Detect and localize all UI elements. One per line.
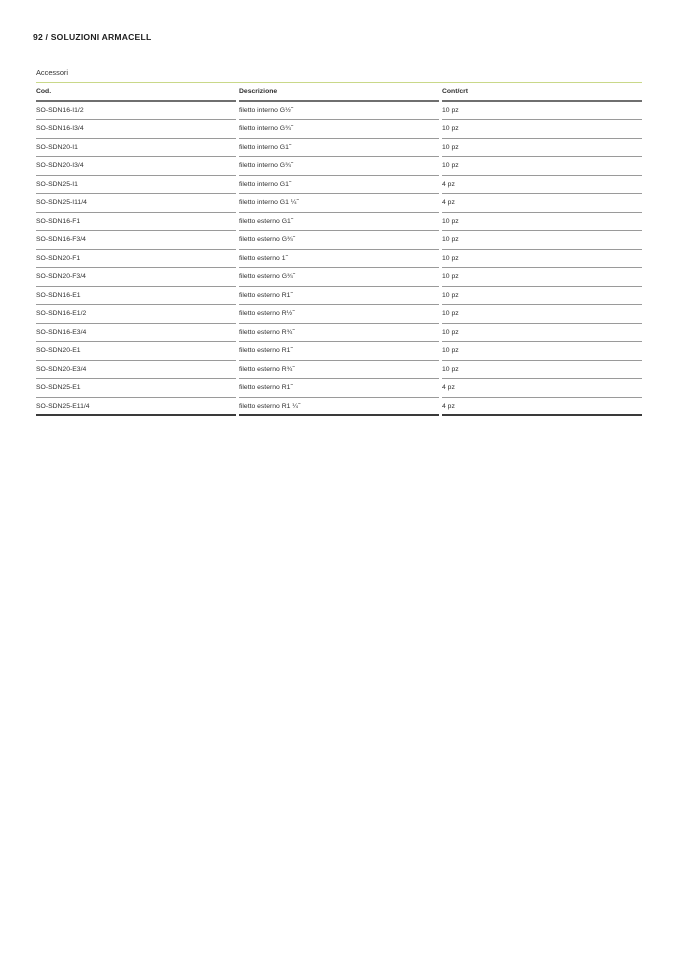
cell-description: filetto esterno R1˝ — [239, 379, 439, 398]
table-row — [36, 398, 642, 417]
cell-quantity: 10 pz — [442, 231, 642, 250]
table-row — [36, 231, 642, 250]
cell-code: SO-SDN20-E1 — [36, 342, 236, 361]
cell-description: filetto esterno G¾˝ — [239, 268, 439, 287]
cell-quantity: 10 pz — [442, 287, 642, 306]
cell-quantity: 10 pz — [442, 157, 642, 176]
cell-quantity: 10 pz — [442, 305, 642, 324]
cell-code: SO-SDN25-I1 — [36, 176, 236, 195]
cell-code: SO-SDN16-E1 — [36, 287, 236, 306]
cell-quantity: 10 pz — [442, 361, 642, 380]
cell-code: SO-SDN20-I1 — [36, 139, 236, 158]
cell-code: SO-SDN16-I1/2 — [36, 102, 236, 121]
cell-quantity: 10 pz — [442, 268, 642, 287]
cell-description: filetto esterno R1 ¼˝ — [239, 398, 439, 417]
cell-description: filetto esterno G1˝ — [239, 213, 439, 232]
table-row — [36, 361, 642, 380]
cell-quantity: 10 pz — [442, 102, 642, 121]
cell-quantity: 10 pz — [442, 213, 642, 232]
cell-code: SO-SDN16-F3/4 — [36, 231, 236, 250]
cell-quantity: 10 pz — [442, 250, 642, 269]
table-row — [36, 250, 642, 269]
cell-code: SO-SDN16-E3/4 — [36, 324, 236, 343]
table-row — [36, 379, 642, 398]
table-row — [36, 342, 642, 361]
section-title: Accessori — [36, 68, 69, 77]
table-row — [36, 139, 642, 158]
table-row — [36, 268, 642, 287]
table-row — [36, 324, 642, 343]
accessories-table — [36, 83, 642, 416]
cell-code: SO-SDN20-I3/4 — [36, 157, 236, 176]
cell-description: filetto interno G½˝ — [239, 102, 439, 121]
cell-quantity: 10 pz — [442, 342, 642, 361]
table-row — [36, 102, 642, 121]
table-row — [36, 176, 642, 195]
table-row — [36, 305, 642, 324]
cell-description: filetto interno G1˝ — [239, 139, 439, 158]
cell-description: filetto interno G¾˝ — [239, 120, 439, 139]
cell-description: filetto esterno R¾˝ — [239, 324, 439, 343]
cell-code: SO-SDN20-F3/4 — [36, 268, 236, 287]
cell-description: filetto esterno R¾˝ — [239, 361, 439, 380]
cell-code: SO-SDN25-I11/4 — [36, 194, 236, 213]
table-body — [36, 102, 642, 417]
cell-code: SO-SDN20-E3/4 — [36, 361, 236, 380]
table-header-row — [36, 83, 642, 102]
table-row — [36, 213, 642, 232]
cell-code: SO-SDN16-F1 — [36, 213, 236, 232]
cell-code: SO-SDN25-E1 — [36, 379, 236, 398]
cell-quantity: 4 pz — [442, 194, 642, 213]
cell-quantity: 4 pz — [442, 379, 642, 398]
cell-description: filetto interno G¾˝ — [239, 157, 439, 176]
cell-description: filetto esterno R½˝ — [239, 305, 439, 324]
cell-code: SO-SDN20-F1 — [36, 250, 236, 269]
column-header-description: Descrizione — [239, 83, 439, 102]
table-row — [36, 194, 642, 213]
table-row — [36, 157, 642, 176]
table-row — [36, 120, 642, 139]
cell-description: filetto interno G1 ¼˝ — [239, 194, 439, 213]
cell-code: SO-SDN16-I3/4 — [36, 120, 236, 139]
table-row — [36, 287, 642, 306]
cell-code: SO-SDN25-E11/4 — [36, 398, 236, 417]
cell-description: filetto esterno 1˝ — [239, 250, 439, 269]
cell-quantity: 4 pz — [442, 398, 642, 417]
cell-description: filetto esterno R1˝ — [239, 342, 439, 361]
page-header: 92 / SOLUZIONI ARMACELL — [33, 32, 152, 42]
cell-code: SO-SDN16-E1/2 — [36, 305, 236, 324]
column-header-quantity: Cont/crt — [442, 83, 642, 102]
cell-quantity: 10 pz — [442, 139, 642, 158]
cell-quantity: 10 pz — [442, 120, 642, 139]
cell-description: filetto interno G1˝ — [239, 176, 439, 195]
cell-quantity: 10 pz — [442, 324, 642, 343]
cell-quantity: 4 pz — [442, 176, 642, 195]
column-header-code: Cod. — [36, 83, 236, 102]
cell-description: filetto esterno R1˝ — [239, 287, 439, 306]
cell-description: filetto esterno G¾˝ — [239, 231, 439, 250]
